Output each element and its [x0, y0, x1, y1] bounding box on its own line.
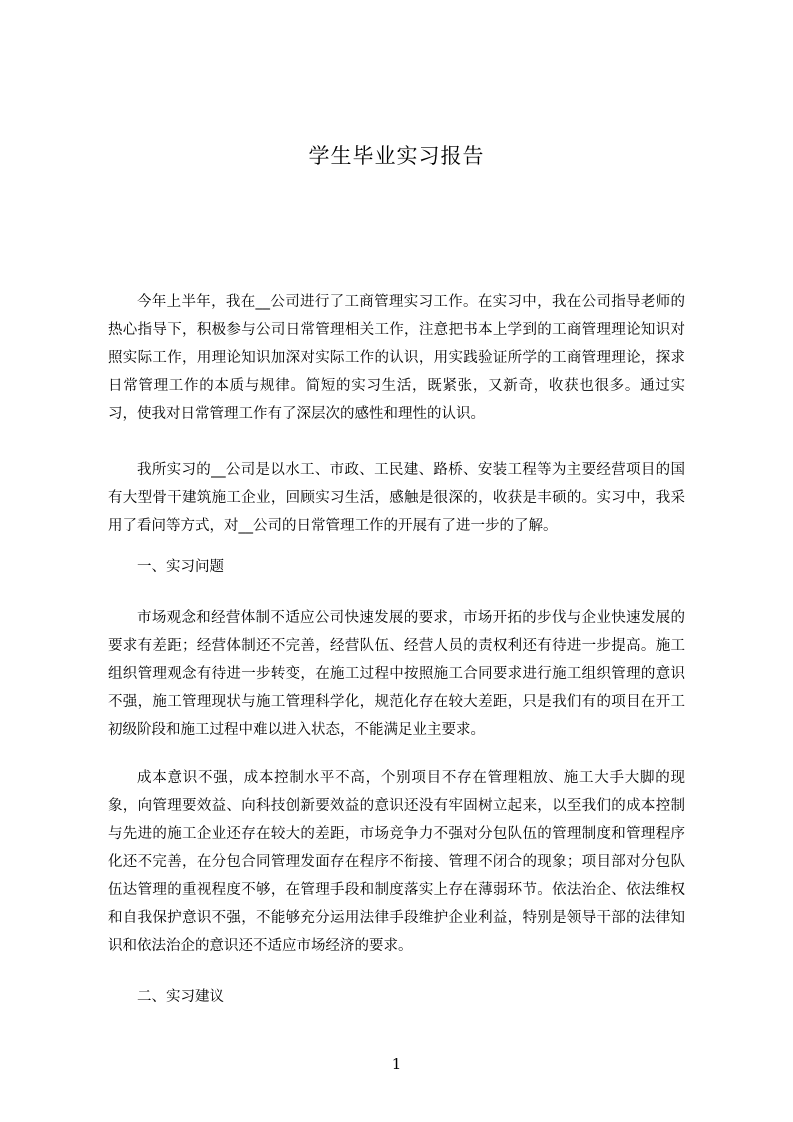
section-heading-problems: 一、实习问题 — [137, 559, 224, 575]
paragraph-intro: 今年上半年，我在__公司进行了工商管理实习工作。在实习中，我在公司指导老师的热心指导下，积极参与公司日常管理相关工作，注意把书本上学到的工商管理理论知识对照实际工作，用理论知识加深对实际工作的认识，用实践验证所学的工商管理理论，探求日常管理工作的本质与规律。简短的实习生活，既紧张，又新奇，收获也很多。通过实习，使我对日常管理工作有了深层次的感性和理性的认识。 — [108, 294, 685, 422]
paragraph-cost: 成本意识不强，成本控制水平不高，个别项目不存在管理粗放、施工大手大脚的现象，向管理要效益、向科技创新要效益的意识还没有牢固树立起来，以至我们的成本控制与先进的施工企业还存在较大的差距，市场竞争力不强对分包队伍的管理制度和管理程序化还不完善，在分包合同管理发面存在程序不衔接、管理不闭合的现象；项目部对分包队伍达管理的重视程度不够，在管理手段和制度落实上存在薄弱环节。依法治企、依法维权和自我保护意识不强，不能够充分运用法律手段维护企业利益，特别是领导干部的法律知识和依法治企的意识还不适应市场经济的要求。 — [108, 770, 685, 954]
paragraph-problems: 市场观念和经营体制不适应公司快速发展的要求，市场开拓的步伐与企业快速发展的要求有差距；经营体制还不完善，经营队伍、经营人员的责权利还有待进一步提高。施工组织管理观念有待进一步转变，在施工过程中按照施工合同要求进行施工组织管理的意识不强，施工管理现状与施工管理科学化，规范化存在较大差距，只是我们有的项目在开工初级阶段和施工过程中难以进入状态，不能满足业主要求。 — [108, 610, 685, 738]
section-heading-suggestions: 二、实习建议 — [137, 989, 224, 1005]
page-number: 1 — [391, 1055, 402, 1073]
paragraph-company: 我所实习的__公司是以水工、市政、工民建、路桥、安装工程等为主要经营项目的国有大型骨干建筑施工企业，回顾实习生活，感触是很深的，收获是丰硕的。实习中，我采用了看问等方式，对__公司的日常管理工作的开展有了进一步的了解。 — [108, 462, 685, 534]
document-title: 学生毕业实习报告 — [308, 144, 485, 168]
